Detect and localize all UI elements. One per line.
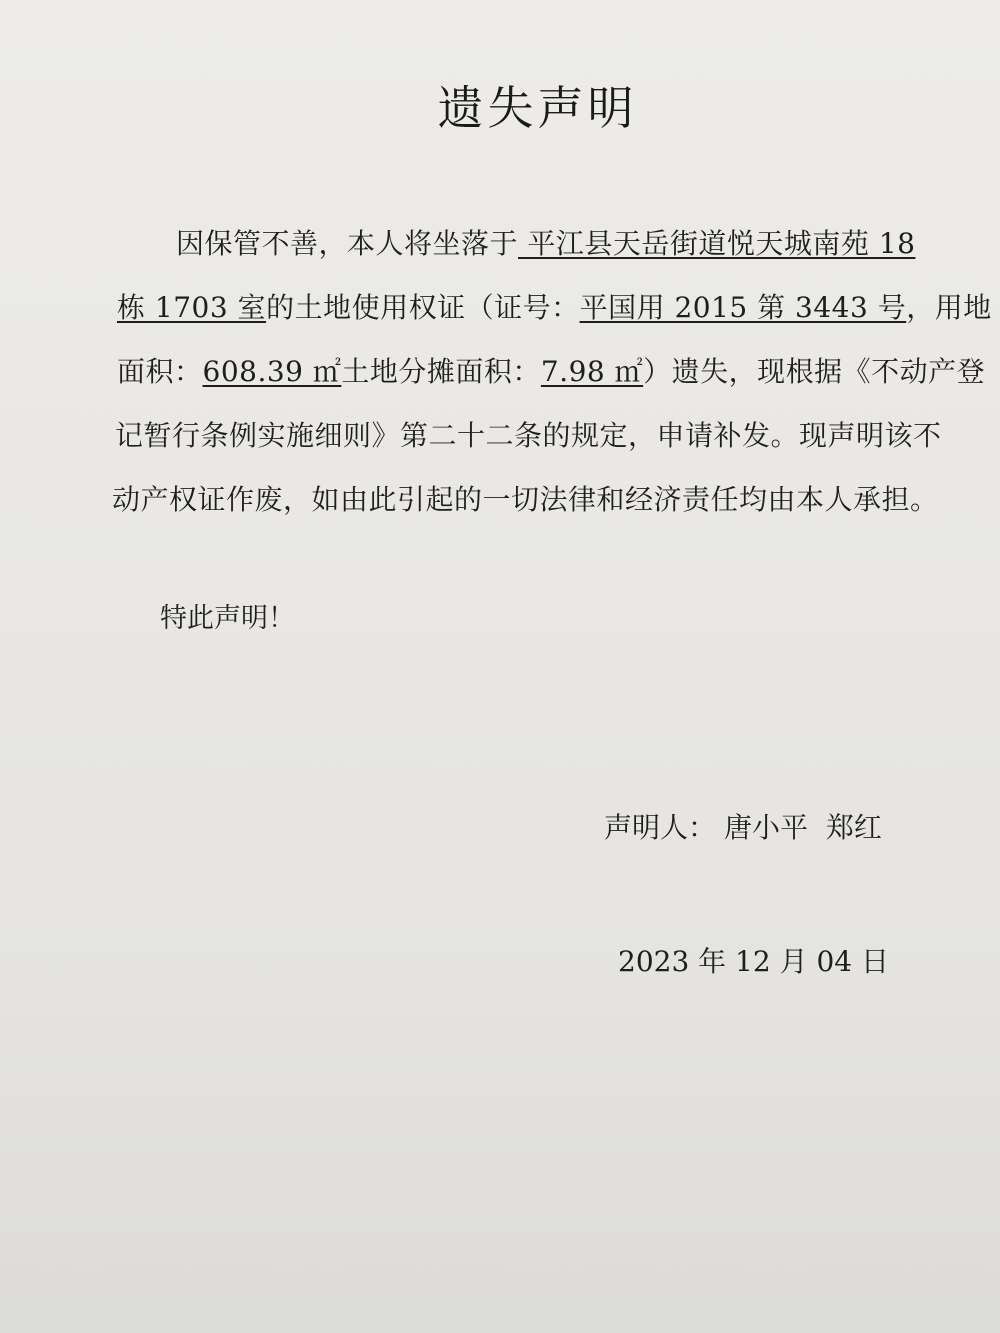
shared-area: 7.98 ㎡ bbox=[540, 355, 644, 388]
certificate-number: 平国用 2015 第 3443 号 bbox=[579, 291, 907, 324]
body-text: 因保管不善，本人将坐落于 bbox=[176, 227, 519, 260]
body-line-3 bbox=[117, 350, 985, 390]
body-text: 土地分摊面积： bbox=[341, 355, 541, 388]
body-text: 的土地使用权证（证号： bbox=[266, 291, 580, 324]
body-line-4: 记暂行条例实施细则》第二十二条的规定，申请补发。现声明该不 bbox=[115, 419, 942, 452]
body-line-5: 动产权证作废，如由此引起的一切法律和经济责任均由本人承担。 bbox=[112, 483, 939, 516]
statement-date: 2023 年 12 月 04 日 bbox=[618, 945, 890, 978]
closing-statement: 特此声明！ bbox=[160, 603, 295, 634]
body-text: 面积： bbox=[117, 355, 203, 388]
document-title: 遗失声明 bbox=[437, 81, 638, 135]
declarant bbox=[604, 806, 882, 846]
property-address: 平江县天岳街道悦天城南苑 18 bbox=[518, 227, 916, 260]
declarant-names: 唐小平 郑红 bbox=[724, 811, 882, 844]
body-text: ）遗失，现根据《不动产登 bbox=[643, 355, 986, 388]
declarant-label: 声明人： bbox=[604, 811, 717, 844]
property-address-cont: 栋 1703 室 bbox=[117, 291, 267, 324]
body-line-1 bbox=[176, 222, 915, 262]
body-text: ，用地 bbox=[906, 291, 992, 324]
body-line-2 bbox=[117, 286, 992, 326]
land-area: 608.39 ㎡ bbox=[202, 355, 342, 388]
